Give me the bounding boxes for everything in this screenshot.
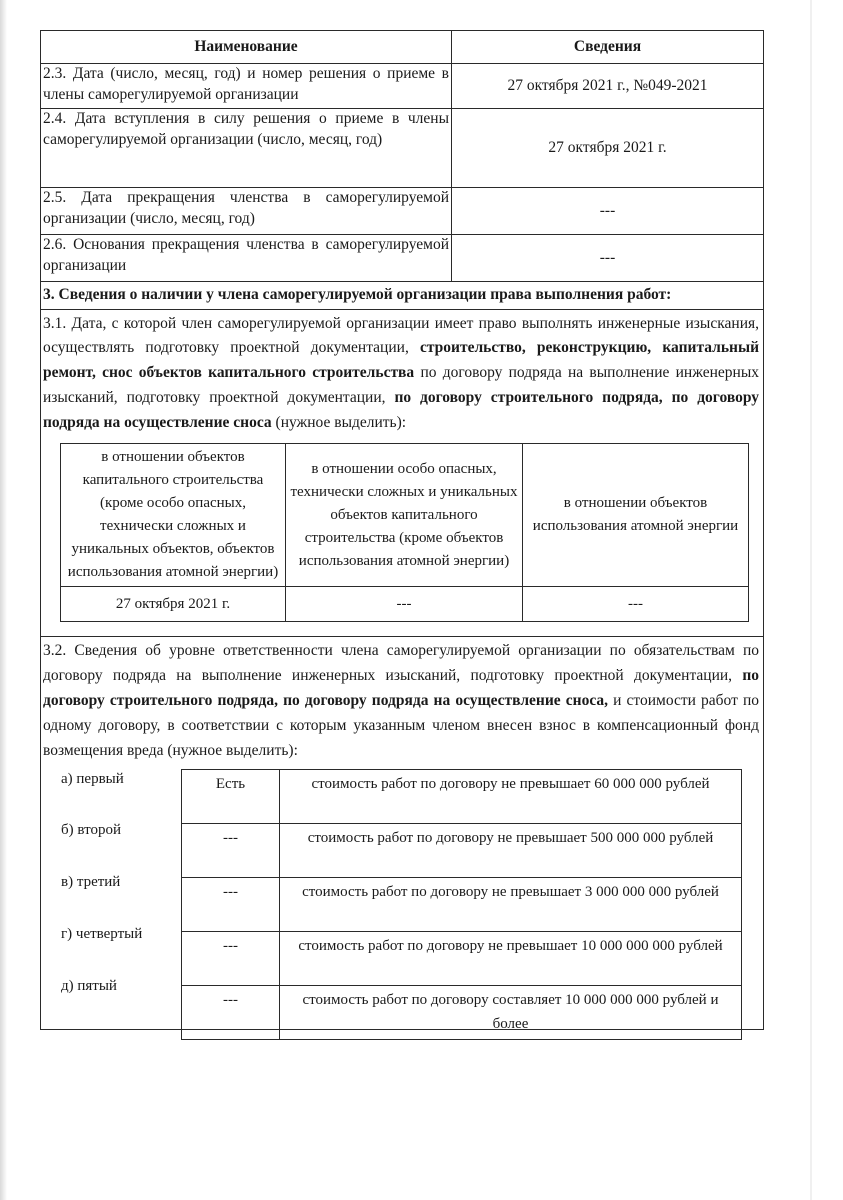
header-info: Сведения <box>452 31 764 64</box>
scan-edge <box>0 0 7 1200</box>
document-page <box>40 30 763 1033</box>
paragraph-3-2 <box>43 639 759 763</box>
bold-text: по договору строительного подряда, по договору подряда на осуществление сноса, <box>43 667 759 710</box>
section-3-1-cell <box>41 309 764 637</box>
level-label: д) пятый <box>61 978 117 995</box>
level-desc: стоимость работ по договору не превышает 3 000 000 000 рублей <box>280 878 742 932</box>
paragraph-3-1 <box>43 312 759 436</box>
table-header-row <box>41 31 764 64</box>
rights-header: в отношении объектов использования атомной энергии <box>523 444 749 587</box>
text: 3.2. Сведения об уровне ответственности члена саморегулируемой организации по обязательствам по договору подряда на выполнение инженерных изысканий, подготовку проектной документации, <box>43 642 759 685</box>
row-label: 2.4. Дата вступления в силу решения о приеме в члены саморегулируемой организации (число, месяц, год) <box>41 109 452 188</box>
levels-table <box>181 769 742 1040</box>
text: 3.1. Дата, с которой член саморегулируемой организации имеет право выполнять инженерные изыскания, осуществлять подготовку проектной документации, <box>43 314 759 357</box>
row-label: 2.5. Дата прекращения членства в саморегулируемой организации (число, месяц, год) <box>41 188 452 235</box>
liability-levels <box>43 769 759 1033</box>
bold-text: строительство, реконструкцию, капитальный ремонт, снос объектов капитального строительства <box>43 339 760 382</box>
level-label: в) третий <box>61 874 121 891</box>
level-label: а) первый <box>61 771 124 788</box>
rights-value: 27 октября 2021 г. <box>61 587 286 622</box>
rights-header: в отношении особо опасных, технически сложных и уникальных объектов капитального строительства (кроме объектов использования атомной энергии) <box>286 444 523 587</box>
level-row <box>182 932 742 986</box>
row-value: --- <box>452 188 764 235</box>
section-3-1-row <box>41 309 764 637</box>
level-mark: --- <box>182 932 280 986</box>
level-mark: Есть <box>182 770 280 824</box>
section-title: 3. Сведения о наличии у члена саморегулируемой организации права выполнения работ: <box>41 282 764 310</box>
table-row <box>41 188 764 235</box>
level-desc: стоимость работ по договору не превышает 500 000 000 рублей <box>280 824 742 878</box>
rights-value-row <box>61 587 749 622</box>
level-label: г) четвертый <box>61 926 143 943</box>
level-row <box>182 986 742 1040</box>
table-row <box>41 235 764 282</box>
level-mark: --- <box>182 986 280 1040</box>
table-row <box>41 109 764 188</box>
level-row <box>182 770 742 824</box>
header-name: Наименование <box>41 31 452 64</box>
membership-table <box>40 30 764 1033</box>
section-3-2-row <box>41 637 764 1030</box>
rights-value: --- <box>286 587 523 622</box>
row-value: 27 октября 2021 г., №049-2021 <box>452 64 764 109</box>
scan-edge <box>810 0 812 1200</box>
row-label: 2.3. Дата (число, месяц, год) и номер решения о приеме в члены саморегулируемой организации <box>41 64 452 109</box>
text: (нужное выделить): <box>271 413 407 431</box>
level-desc: стоимость работ по договору составляет 10 000 000 000 рублей и более <box>280 986 742 1040</box>
row-label: 2.6. Основания прекращения членства в саморегулируемой организации <box>41 235 452 282</box>
bold-text: по договору строительного подряда, по договору подряда на осуществление сноса <box>43 388 760 431</box>
text: и стоимости работ по одному договору, в соответствии с которым указанным членом внесен взнос в компенсационный фонд возмещения вреда (нужное выделить): <box>43 692 759 759</box>
level-desc: стоимость работ по договору не превышает 60 000 000 рублей <box>280 770 742 824</box>
row-value: --- <box>452 235 764 282</box>
level-mark: --- <box>182 878 280 932</box>
section-3-title-row <box>41 282 764 310</box>
rights-header-row <box>61 444 749 587</box>
section-3-2-cell <box>41 637 764 1033</box>
text: по договору подряда на выполнение инженерных изысканий, подготовку проектной документации, <box>43 364 760 406</box>
level-desc: стоимость работ по договору не превышает 10 000 000 000 рублей <box>280 932 742 986</box>
table-row <box>41 64 764 109</box>
level-mark: --- <box>182 824 280 878</box>
level-row <box>182 824 742 878</box>
level-label: б) второй <box>61 822 121 839</box>
rights-value: --- <box>523 587 749 622</box>
rights-header: в отношении объектов капитального строительства (кроме особо опасных, технически сложных и уникальных объектов, объектов использования атомной энергии) <box>61 444 286 587</box>
level-row <box>182 878 742 932</box>
row-value: 27 октября 2021 г. <box>452 109 764 188</box>
rights-table <box>60 443 749 622</box>
